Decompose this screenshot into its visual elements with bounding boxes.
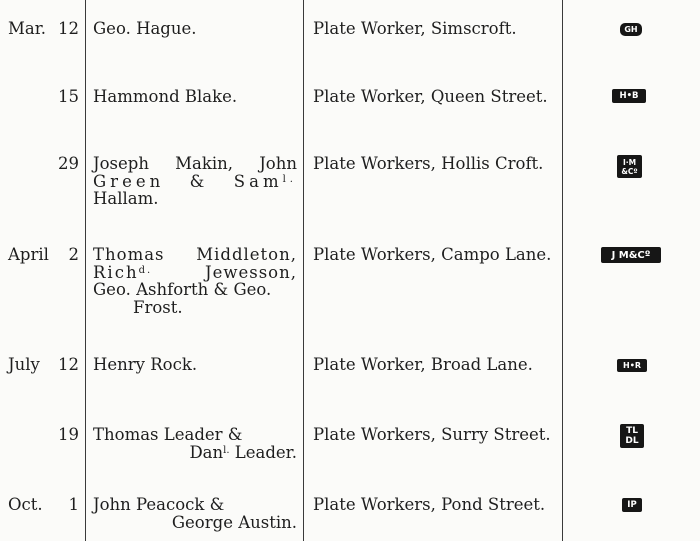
entry-names xyxy=(93,86,297,107)
entry-day: 12 xyxy=(58,19,79,38)
maker-mark xyxy=(617,359,647,372)
entry-month: Oct. xyxy=(8,495,43,514)
name-line: Green & Sam$^{l.}$ xyxy=(93,171,297,191)
mark-text: TL xyxy=(626,426,638,436)
entry-occupation: Plate Worker, Queen Street. xyxy=(313,87,548,106)
entry-names xyxy=(93,18,297,39)
name-line: George Austin. xyxy=(171,512,297,532)
entry-day: 2 xyxy=(68,245,79,264)
superscript: l. xyxy=(282,173,297,185)
entry-occupation: Plate Worker, Simscroft. xyxy=(313,19,517,38)
entry-names xyxy=(93,246,297,316)
column-rule-1 xyxy=(85,0,86,541)
maker-mark xyxy=(601,247,661,263)
mark-text: I·M xyxy=(622,157,637,167)
mark-text: GH xyxy=(624,25,638,34)
entry-names xyxy=(93,496,297,531)
column-rule-2 xyxy=(303,0,304,541)
maker-mark xyxy=(620,23,642,36)
entry-day: 19 xyxy=(58,425,79,444)
entry-names xyxy=(93,426,297,461)
maker-mark xyxy=(622,498,642,512)
mark-text: IP xyxy=(627,500,637,510)
entry-occupation: Plate Workers, Hollis Croft. xyxy=(313,154,544,173)
maker-mark xyxy=(620,424,644,448)
name-line: Joseph Makin, John xyxy=(93,154,297,173)
column-rule-3 xyxy=(562,0,563,541)
name-line: Dan$^{l.}$ Leader. xyxy=(189,442,297,462)
entry-names xyxy=(93,354,297,375)
mark-text: H•R xyxy=(623,361,641,370)
entry-month: Mar. xyxy=(8,19,47,38)
entry-month: April xyxy=(8,245,49,264)
mark-text: DL xyxy=(625,436,639,446)
entry-day: 12 xyxy=(58,355,79,374)
name-line: Thomas Leader & xyxy=(93,425,243,444)
name-line: Hammond Blake. xyxy=(93,87,238,106)
mark-text: J M&Cº xyxy=(611,249,651,261)
entry-names xyxy=(93,155,297,208)
name-line: Rich$^{d.}$ Jewesson, xyxy=(93,262,297,282)
name-line: Henry Rock. xyxy=(93,355,198,374)
entry-occupation: Plate Workers, Pond Street. xyxy=(313,495,546,514)
entry-occupation: Plate Workers, Campo Lane. xyxy=(313,245,552,264)
name-line: Thomas Middleton, xyxy=(93,245,297,264)
entry-occupation: Plate Workers, Surry Street. xyxy=(313,425,551,444)
maker-mark xyxy=(617,155,642,178)
superscript: l. xyxy=(223,444,230,456)
mark-text: H•B xyxy=(619,91,639,101)
name-line: Geo. Hague. xyxy=(93,19,197,38)
name-line: John Peacock & xyxy=(93,495,225,514)
superscript: d. xyxy=(138,264,153,276)
name-line: Geo. Ashforth & Geo. xyxy=(93,280,272,299)
entry-month: July xyxy=(8,355,40,374)
entry-day: 1 xyxy=(68,495,79,514)
mark-text: &Cº xyxy=(621,166,638,176)
name-line: Hallam. xyxy=(93,189,159,208)
maker-mark xyxy=(612,89,646,103)
entry-occupation: Plate Worker, Broad Lane. xyxy=(313,355,533,374)
entry-day: 15 xyxy=(58,87,79,106)
entry-day: 29 xyxy=(58,154,79,173)
name-line: Frost. xyxy=(133,297,183,317)
